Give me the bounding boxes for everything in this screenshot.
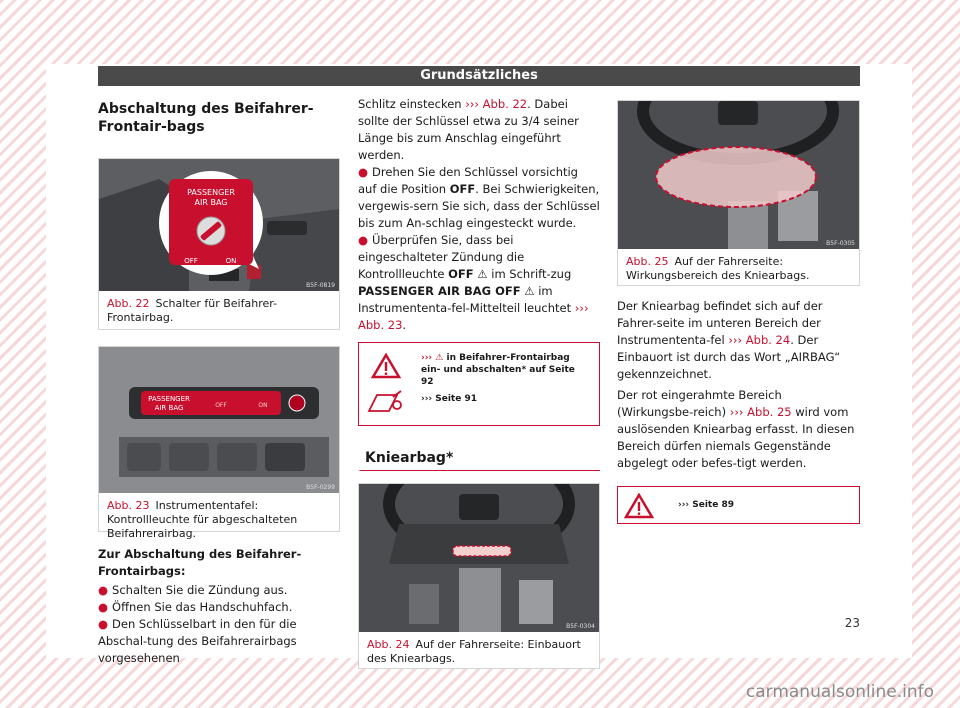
fig22-label-line1: PASSENGER (187, 188, 235, 197)
figure-24-caption-text: Auf der Fahrerseite: Einbauort des Kniearbags. (367, 638, 581, 665)
figure-23-caption (99, 493, 339, 547)
figure-25-caption (618, 249, 859, 289)
procedure-continued (358, 96, 600, 334)
step-5-text-a: Überprüfen Sie, dass bei eingeschalteter Zündung die Kontrollleuchte (358, 233, 525, 281)
procedure-step-1-text: Schalten Sie die Zündung aus. (112, 583, 288, 597)
knee-p1-text-b: . Der Einbauort ist durch das Wort „AIRBAG“ gekennzeichnet. (617, 333, 841, 381)
column-middle (358, 96, 600, 669)
step-5-text-b: im Schrift-zug (491, 267, 572, 281)
figure-22-image (99, 159, 339, 291)
note-2-link[interactable]: ››› Seite 91 (421, 394, 477, 404)
procedure-step-3-text: Den Schlüsselbart in den für die Abschal-tung des Beifahrerairbags vorgesehenen (98, 617, 297, 665)
fig23-label-line1: PASSENGER (148, 395, 190, 403)
procedure-step-5: ● Überprüfen Sie, dass bei eingeschalteter Zündung die Kontrollleuchte OFF ⚠ im Schrift-zug PASSENGER AIR BAG OFF ⚠ im Instrumententa-fel-Mittelteil leuchtet ››› Abb. 23. (358, 233, 589, 332)
figure-25-number: Abb. 25 (626, 255, 669, 268)
figure-24-code: B5F-0304 (566, 623, 595, 630)
procedure-step-1: ● Schalten Sie die Zündung aus. (98, 583, 288, 597)
knee-airbag-location-illustration (359, 484, 599, 632)
knee-airbag-zone-illustration (618, 101, 859, 249)
manual-reference-icon (367, 389, 405, 415)
fig22-off-label: OFF (184, 257, 198, 265)
section-heading-airbag-off: Abschaltung des Beifahrer-Frontair-bags (98, 101, 314, 135)
note-1-warning-icon: ⚠ (435, 353, 444, 363)
ref-abb-23[interactable]: ››› Abb. 23 (358, 301, 589, 332)
figure-23-caption-text: Instrumententafel: Kontrollleuchte für abgeschalteten Beifahrerairbag. (107, 499, 298, 540)
procedure-step-2-text: Öffnen Sie das Handschuhfach. (112, 600, 293, 614)
procedure-step-4: ● Drehen Sie den Schlüssel vorsichtig auf die Position OFF. Bei Schwierigkeiten, vergewis-sern Sie sich, dass der Schlüssel bis zum An-schlag eingesteckt wurde. (358, 165, 600, 230)
notes-box-2 (617, 486, 860, 524)
figure-24-number: Abb. 24 (367, 638, 410, 651)
airbag-warning-icon-2: ⚠ (524, 284, 535, 298)
column-left (98, 100, 340, 667)
fig22-on-label: ON (225, 257, 237, 265)
airbag-warning-icon: ⚠ (477, 267, 488, 281)
figure-23-number: Abb. 23 (107, 499, 150, 512)
notes-box-1 (358, 342, 600, 426)
figure-23 (98, 346, 340, 540)
watermark: carmanualsonline.info (745, 682, 934, 702)
figure-22 (98, 158, 340, 330)
figure-23-image (99, 347, 339, 493)
step-5-end: . (402, 318, 407, 332)
figure-22-code: B5F-0819 (306, 282, 335, 289)
figure-23-code: B5F-0299 (306, 484, 335, 491)
knee-airbag-paragraph-1 (617, 298, 860, 383)
figure-25-code: B5F-0305 (826, 240, 855, 247)
fig23-on-label: ON (258, 402, 268, 409)
figure-22-number: Abb. 22 (107, 297, 150, 310)
figure-25-image (618, 101, 859, 249)
warning-triangle-icon-2 (624, 493, 654, 519)
note-3-link[interactable]: ››› Seite 89 (678, 500, 734, 510)
knee-airbag-paragraph-2 (617, 387, 860, 472)
knee-airbag-heading: Kniearbag* (358, 450, 600, 471)
procedure-block (98, 546, 340, 667)
step-5-text-c: im Instrumententa-fel-Mittelteil leuchtet (358, 284, 572, 315)
knee-p2-text-b: wird vom auslösenden Kniearbag erfasst. In diesen Bereich dürfen niemals Gegenstände abgelegt oder befes-tigt werden. (617, 405, 855, 470)
fig23-off-label: OFF (215, 402, 227, 409)
knee-p2-text-a: Der rot eingerahmte Bereich (Wirkungsbe-reich) (617, 388, 782, 419)
procedure-heading: Zur Abschaltung des Beifahrer-Frontairbags: (98, 547, 302, 578)
figure-24-caption (359, 632, 599, 672)
figure-22-caption (99, 291, 339, 331)
airbag-switch-illustration (99, 159, 339, 291)
knee-p1-text-a: Der Kniearbag befindet sich auf der Fahrer-seite im unteren Bereich der Instrumententa-fel (617, 299, 823, 347)
instrument-panel-illustration (99, 347, 339, 493)
ref-abb-24[interactable]: ››› Abb. 24 (728, 333, 791, 347)
note-1-arrow: ››› (421, 353, 433, 363)
figure-22-caption-text: Schalter für Beifahrer-Frontairbag. (107, 297, 278, 324)
knee-airbag-description (617, 298, 860, 472)
column-right (617, 100, 860, 524)
ref-abb-25[interactable]: ››› Abb. 25 (729, 405, 792, 419)
step-3-continued (358, 96, 600, 164)
page-number: 23 (844, 616, 860, 630)
off-symbol-2: OFF (448, 267, 474, 281)
figure-25-caption-text: Auf der Fahrerseite: Wirkungsbereich des Kniearbags. (626, 255, 810, 282)
figure-24 (358, 483, 600, 669)
figure-25 (617, 100, 860, 286)
page-header: Grundsätzliches (98, 66, 860, 86)
ref-abb-22[interactable]: ››› Abb. 22 (465, 97, 528, 111)
step-3-text-a: Schlitz einstecken (358, 97, 462, 111)
fig22-label-line2: AIR BAG (194, 198, 228, 207)
note-1-text: in Beifahrer-Frontairbag ein- und abschalten* auf Seite 92 (421, 353, 575, 387)
step-3-text-b: . Dabei sollte der Schlüssel etwa zu 3/4 seiner Länge bis zum Anschlag eingeführt werden. (358, 97, 579, 162)
figure-24-image (359, 484, 599, 632)
procedure-step-2: ● Öffnen Sie das Handschuhfach. (98, 600, 293, 614)
fig23-label-line2: AIR BAG (154, 404, 184, 412)
warning-triangle-icon (371, 353, 401, 379)
note-1-link[interactable] (421, 352, 589, 388)
passenger-airbag-off-text: PASSENGER AIR BAG OFF (358, 284, 521, 298)
off-symbol: OFF (449, 182, 476, 196)
procedure-step-3: ● Den Schlüsselbart in den für die Abschal-tung des Beifahrerairbags vorgesehenen (98, 617, 297, 665)
step-4-text-b: . Bei Schwierigkeiten, vergewis-sern Sie sich, dass der Schlüssel bis zum An-schlag eingesteckt wurde. (358, 182, 600, 230)
step-4-text-a: Drehen Sie den Schlüssel vorsichtig auf die Position (358, 165, 578, 196)
